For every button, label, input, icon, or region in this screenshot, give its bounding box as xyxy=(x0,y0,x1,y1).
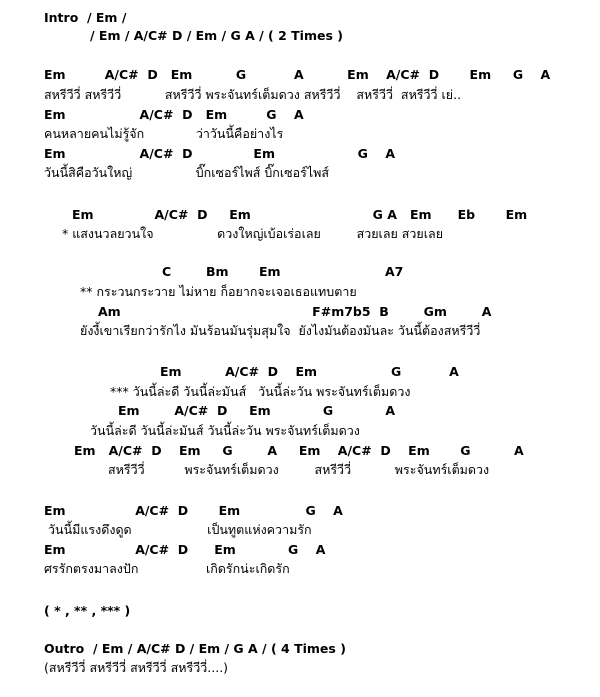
intro-line: Intro / Em / xyxy=(44,10,127,25)
lyric-line: ศรรักตรงมาลงปัก เกิดรักน่ะเกิดรัก xyxy=(44,561,290,576)
lyric-line: * แสงนวลยวนใจ ดวงใหญ่เบ้อเร่อเลย สวยเลย สวยเลย xyxy=(62,226,444,241)
lyric-line: วันนี้ล่ะดี วันนี้ล่ะมันส์ วันนี้ล่ะวัน พระจันทร์เต็มดวง xyxy=(90,423,360,438)
chord-line: Em A/C# D Em G A xyxy=(44,107,304,122)
chord-line: Em A/C# D Em G A Em A/C# D Em G A xyxy=(44,67,551,82)
outro-lyric: (สหรีวีวี่ สหรีวีวี่ สหรีวีวี่ สหรีวีวี่....) xyxy=(44,660,229,675)
lyric-line: คนหลายคนไม่รู้จัก ว่าวันนี้คือย่างไร xyxy=(44,126,284,141)
chord-line: Em A/C# D Em G A Em A/C# D Em G A xyxy=(74,443,524,458)
chord-line: Em A/C# D Em G A xyxy=(118,403,396,418)
chord-line: Am F#m7b5 B Gm A xyxy=(98,304,492,319)
lyric-line: วันนี้สิคือวันใหญ่ บิ๊กเซอร์ไพส์ บิ๊กเซอร์ไพส์ xyxy=(44,165,329,180)
lyric-line: ยังงี้เขาเรียกว่ารักไง มันร้อนมันรุ่มสุมใจ ยังไงมันต้องมันละ วันนี้ต้องสหรีวีวี่ xyxy=(80,323,481,338)
lyric-line: สหรีวีวี่ สหรีวีวี่ สหรีวีวี่ พระจันทร์เต็มดวง สหรีวีวี่ สหรีวีวี่ สหรีวีวี่ เย่.. xyxy=(44,87,462,102)
lyric-line: วันนี้มีแรงดึงดูด เป็นทูตแห่งความรัก xyxy=(48,522,312,537)
chord-line: Em A/C# D Em G A xyxy=(44,146,396,161)
lyric-line: ** กระวนกระวาย ไม่หาย ก็อยากจะเจอเธอแทบตาย xyxy=(80,284,357,299)
intro-pattern: / Em / A/C# D / Em / G A / ( 2 Times ) xyxy=(90,28,343,43)
chord-line: Em A/C# D Em G A xyxy=(44,503,343,518)
outro-line: Outro / Em / A/C# D / Em / G A / ( 4 Times ) xyxy=(44,641,346,656)
chord-line: Em A/C# D Em G A Em Eb Em xyxy=(72,207,528,222)
chord-line: Em A/C# D Em G A xyxy=(44,542,326,557)
repeat-marker: ( * , ** , *** ) xyxy=(44,603,131,618)
lyric-line: *** วันนี้ล่ะดี วันนี้ล่ะมันส์ วันนี้ล่ะวัน พระจันทร์เต็มดวง xyxy=(110,384,411,399)
chord-line: Em A/C# D Em G A xyxy=(160,364,459,379)
lyric-line: สหรีวีวี่ พระจันทร์เต็มดวง สหรีวีวี่ พระจันทร์เต็มดวง xyxy=(108,462,490,477)
chord-line: C Bm Em A7 xyxy=(162,264,404,279)
